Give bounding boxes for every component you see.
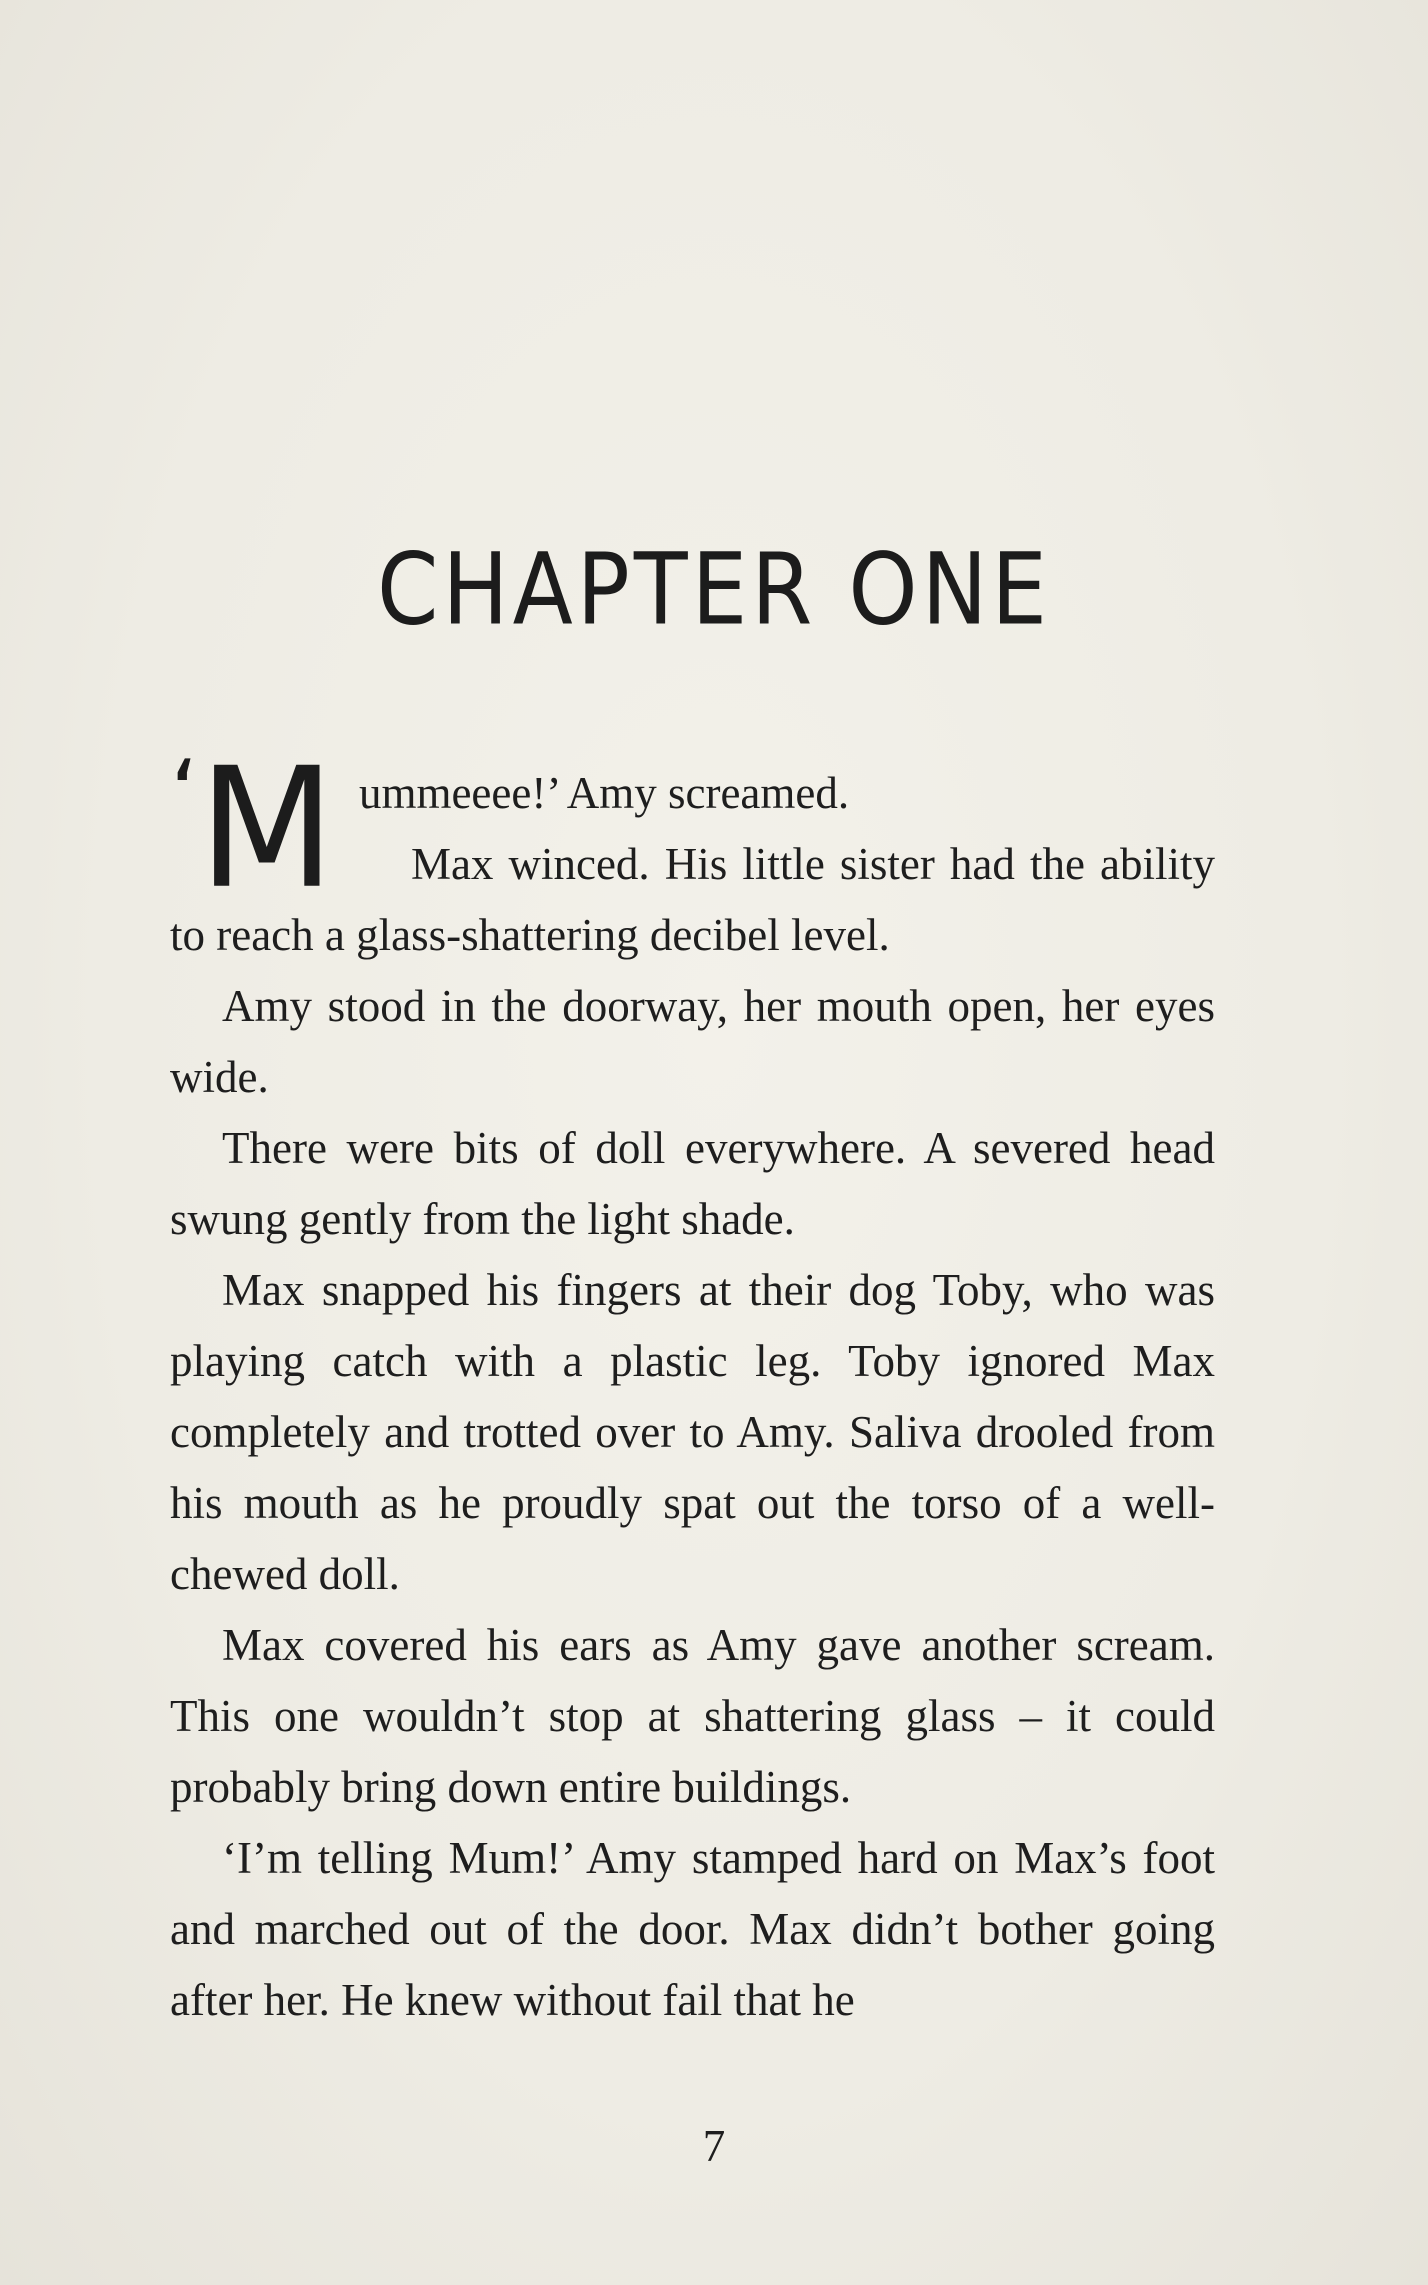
drop-cap-letter: M [198, 732, 335, 926]
chapter-body [170, 732, 1215, 2036]
paragraph: There were bits of doll everywhere. A severed head swung gently from the light shade. [170, 1123, 1215, 1244]
paragraph-text: ummeeee!’ Amy screamed. [358, 768, 850, 818]
reverse-side-show-through [172, 205, 1222, 276]
paragraph: Max covered his ears as Amy gave another scream. This one wouldn’t stop at shattering glass – it could probably bring down entire buildings. [170, 1620, 1215, 1812]
paragraph: ‘I’m telling Mum!’ Amy stamped hard on Max’s foot and marched out of the door. Max didn’t bother going after her. He knew without fail that he [170, 1833, 1215, 2025]
chapter-title: CHAPTER ONE [376, 531, 1052, 648]
paragraph: Max snapped his fingers at their dog Toby, who was playing catch with a plastic leg. Toby ignored Max completely and trotted over to Amy. Saliva drooled from his mouth as he proudly spat out the torso of a well-chewed doll. [170, 1265, 1215, 1599]
paragraph: Max winced. His little sister had the ability to reach a glass-shattering decibel level. [170, 839, 1215, 960]
opening-quote-mark: ‘ [170, 741, 199, 846]
page-number: 7 [702, 2121, 726, 2171]
paragraph: Amy stood in the doorway, her mouth open, her eyes wide. [170, 981, 1215, 1102]
